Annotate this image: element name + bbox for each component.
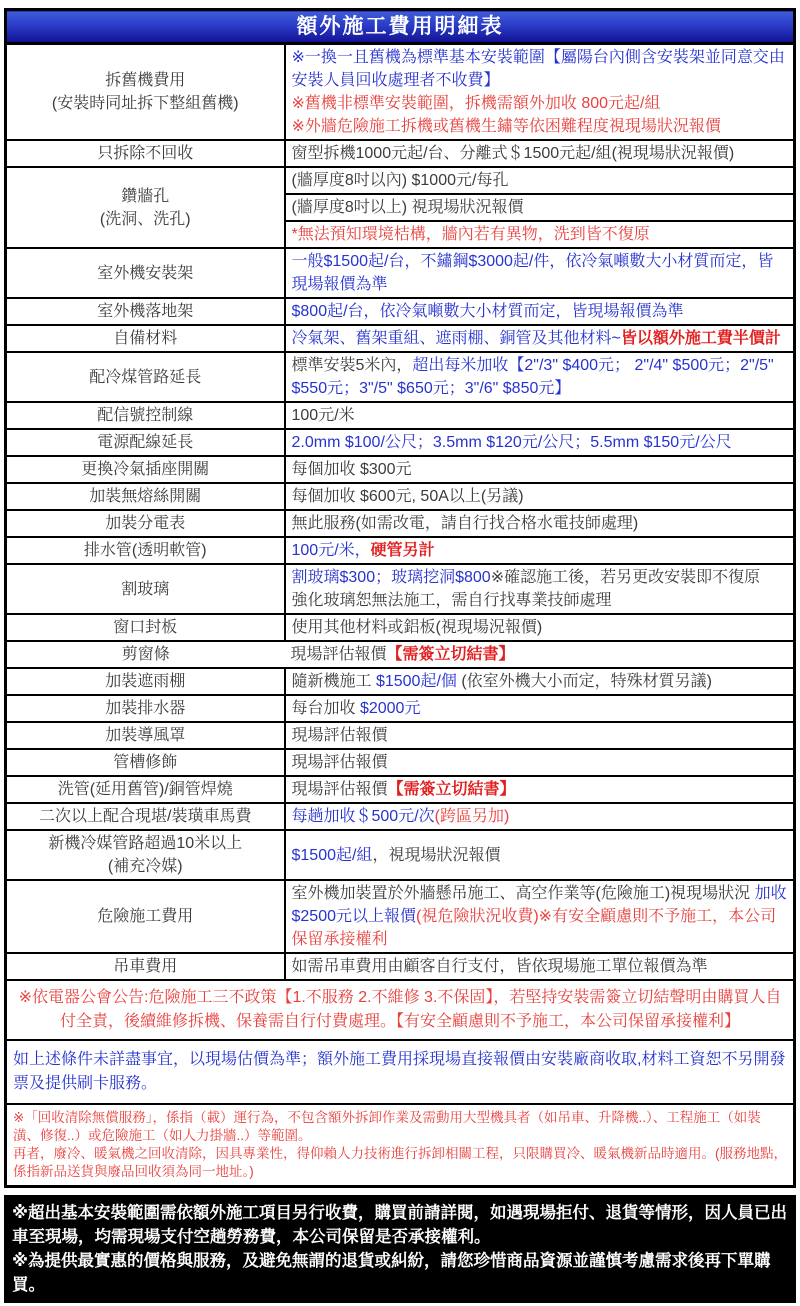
row-value: (牆厚度8吋以上) 視現場狀況報價 <box>285 194 795 221</box>
row-drain-pump-installation <box>6 695 795 722</box>
row-value: 現場評估報價 <box>285 722 795 749</box>
row-window-bar-cutting <box>6 641 795 668</box>
row-label: 洗管(延用舊管)/銅管焊燒 <box>6 776 285 803</box>
row-repeat-visit-fee <box>6 803 795 830</box>
row-label: 危險施工費用 <box>6 880 285 953</box>
row-value: (牆厚度8吋以內) $1000元/每孔 <box>285 167 795 194</box>
title-row <box>6 10 795 44</box>
note-danger-policy: ※依電器公會公告:危險施工三不政策【1.不服務 2.不維修 3.不保固】，若堅持安裝需簽立切結聲明由購買人自付全責，後續維修拆機、保養需自行付費處理。【有安全顧慮則不予施工，本公司保留承接權利】 <box>6 980 795 1040</box>
row-crane-fee <box>6 953 795 980</box>
row-value: 100元/米 <box>285 402 795 429</box>
row-outdoor-unit-mounting-bracket <box>6 248 795 298</box>
row-label: 電源配線延長 <box>6 429 285 456</box>
row-new-unit-pipe-over-10m <box>6 830 795 880</box>
row-wall-drilling <box>6 167 795 194</box>
row-value: 現場評估報價 <box>285 749 795 776</box>
row-remove-old-unit-fee <box>6 44 795 141</box>
row-rain-shelter-installation <box>6 668 795 695</box>
note-danger-policy-row <box>6 980 795 1040</box>
row-value: 每趟加收＄500元/次(跨區另加) <box>285 803 795 830</box>
note-estimate-row <box>6 1040 795 1104</box>
row-label: 剪窗條 <box>6 641 285 668</box>
row-label: 配冷煤管路延長 <box>6 352 285 402</box>
row-label: 室外機落地架 <box>6 298 285 325</box>
row-label: 加裝無熔絲開關 <box>6 483 285 510</box>
row-label: 二次以上配合現堪/裝璜車馬費 <box>6 803 285 830</box>
row-label: 拆舊機費用 (安裝時同址拆下整組舊機) <box>6 44 285 141</box>
row-drain-pipe <box>6 537 795 564</box>
row-value: 無此服務(如需改電，請自行找合格水電技師處理) <box>285 510 795 537</box>
row-remove-only-no-recycle <box>6 140 795 167</box>
row-pipe-cleaning-copper-welding <box>6 776 795 803</box>
row-value: 割玻璃$300；玻璃挖洞$800※確認施工後，若另更改安裝即不復原 強化玻璃恕無法施工，需自行找專業技師處理 <box>285 564 795 614</box>
row-ac-socket-switch-replacement <box>6 456 795 483</box>
row-label: 配信號控制線 <box>6 402 285 429</box>
row-value: 現場評估報價【需簽立切結書】 <box>285 776 795 803</box>
row-value: 標準安裝5米內，超出每米加收【2"/3" $400元； 2"/4" $500元；2"/5" $550元；3"/5" $650元；3"/6" $850元】 <box>285 352 795 402</box>
row-value: 每個加收 $300元 <box>285 456 795 483</box>
row-pipe-trunking-decoration <box>6 749 795 776</box>
row-breaker-installation <box>6 483 795 510</box>
row-value: 室外機加裝置於外牆懸吊施工、高空作業等(危險施工)視現場狀況 加收 $2500元以上報價(視危險狀況收費)※有安全顧慮則不予施工，本公司保留承接權利 <box>285 880 795 953</box>
row-self-provided-materials <box>6 325 795 352</box>
row-value: ※一換一且舊機為標準基本安裝範圍【屬陽台內側含安裝架並同意交由安裝人員回收處理者不收費】 ※舊機非標準安裝範圍，拆機需額外加收 800元起/組 ※外牆危險施工拆機或舊機生鏽等依困難程度視現場狀況報價 <box>285 44 795 141</box>
row-value: 使用其他材料或鋁板(視現場況報價) <box>285 614 795 641</box>
row-value: 冷氣架、舊架重組、遮雨棚、銅管及其他材料~皆以額外施工費半價計 <box>285 325 795 352</box>
row-label: 鑽牆孔 (洗洞、洗孔) <box>6 167 285 248</box>
row-value: 如需吊車費用由顧客自行支付，皆依現場施工單位報價為準 <box>285 953 795 980</box>
note-onsite-estimate: 如上述條件未詳盡事宜，以現場估價為準；額外施工費用採現場直接報價由安裝廠商收取,材料工資恕不另開發票及提供刷卡服務。 <box>6 1040 795 1104</box>
page-title: 額外施工費用明細表 <box>6 10 795 44</box>
row-value: 100元/米，硬管另計 <box>285 537 795 564</box>
note-recycle-terms-row <box>6 1104 795 1187</box>
row-window-sealing-panel <box>6 614 795 641</box>
row-label: 更換冷氣插座開關 <box>6 456 285 483</box>
row-glass-cutting <box>6 564 795 614</box>
row-label: 窗口封板 <box>6 614 285 641</box>
extra-construction-fee-table <box>4 8 796 1188</box>
row-label: 加裝遮雨棚 <box>6 668 285 695</box>
row-label: 自備材料 <box>6 325 285 352</box>
row-label: 加裝分電表 <box>6 510 285 537</box>
row-value: 現場評估報價【需簽立切結書】 <box>285 641 795 668</box>
warning-banner: ※超出基本安裝範圍需依額外施工項目另行收費，購買前請詳閱，如遇現場拒付、退貨等情形，因人員已出車至現場，均需現場支付空趟勞務費，本公司保留是否承接權利。 ※為提供最實惠的價格與服務，及避免無謂的退貨或糾紛，請您珍惜商品資源並謹慎考慮需求後再下單購買。 <box>4 1195 796 1303</box>
row-value: $1500起/組，視現場狀況報價 <box>285 830 795 880</box>
row-value: $800起/台，依冷氣噸數大小材質而定，皆現場報價為準 <box>285 298 795 325</box>
row-value: 隨新機施工 $1500起/個 (依室外機大小而定，特殊材質另議) <box>285 668 795 695</box>
row-label: 割玻璃 <box>6 564 285 614</box>
row-refrigerant-pipe-extension <box>6 352 795 402</box>
row-submeter-installation <box>6 510 795 537</box>
row-power-wiring-extension <box>6 429 795 456</box>
row-value: 窗型拆機1000元起/台、分離式＄1500元起/組(視現場狀況報價) <box>285 140 795 167</box>
note-recycle-terms: ※「回收清除無償服務」，係指（載）運行為，不包含額外拆卸作業及需動用大型機具者（如吊車、升降機..）、工程施工（如裝潢、修復..）或危險施工（如人力掛牆..）等範圍。 再者，廢冷、暖氣機之回收清除，因具專業性，得仰賴人力技術進行拆卸相關工程，只限購買冷、暖氣機新品時適用。(服務地點，係指新品送貨與廢品回收須為同一地址。) <box>6 1104 795 1187</box>
row-label: 新機冷媒管路超過10米以上 (補充冷媒) <box>6 830 285 880</box>
row-dangerous-construction-fee <box>6 880 795 953</box>
row-outdoor-unit-floor-stand <box>6 298 795 325</box>
row-label: 排水管(透明軟管) <box>6 537 285 564</box>
row-value: 一般$1500起/台，不鏽鋼$3000起/件，依冷氣噸數大小材質而定，皆現場報價為準 <box>285 248 795 298</box>
row-label: 只拆除不回收 <box>6 140 285 167</box>
row-value: 每台加收 $2000元 <box>285 695 795 722</box>
row-value: 2.0mm $100/公尺；3.5mm $120元/公尺；5.5mm $150元/公尺 <box>285 429 795 456</box>
row-label: 管槽修飾 <box>6 749 285 776</box>
row-wind-deflector-installation <box>6 722 795 749</box>
row-label: 加裝導風罩 <box>6 722 285 749</box>
row-label: 加裝排水器 <box>6 695 285 722</box>
row-label: 吊車費用 <box>6 953 285 980</box>
row-label: 室外機安裝架 <box>6 248 285 298</box>
row-signal-control-wire <box>6 402 795 429</box>
row-value: 每個加收 $600元, 50A以上(另議) <box>285 483 795 510</box>
row-value: *無法預知環境桔構，牆內若有異物，洗到皆不復原 <box>285 221 795 248</box>
